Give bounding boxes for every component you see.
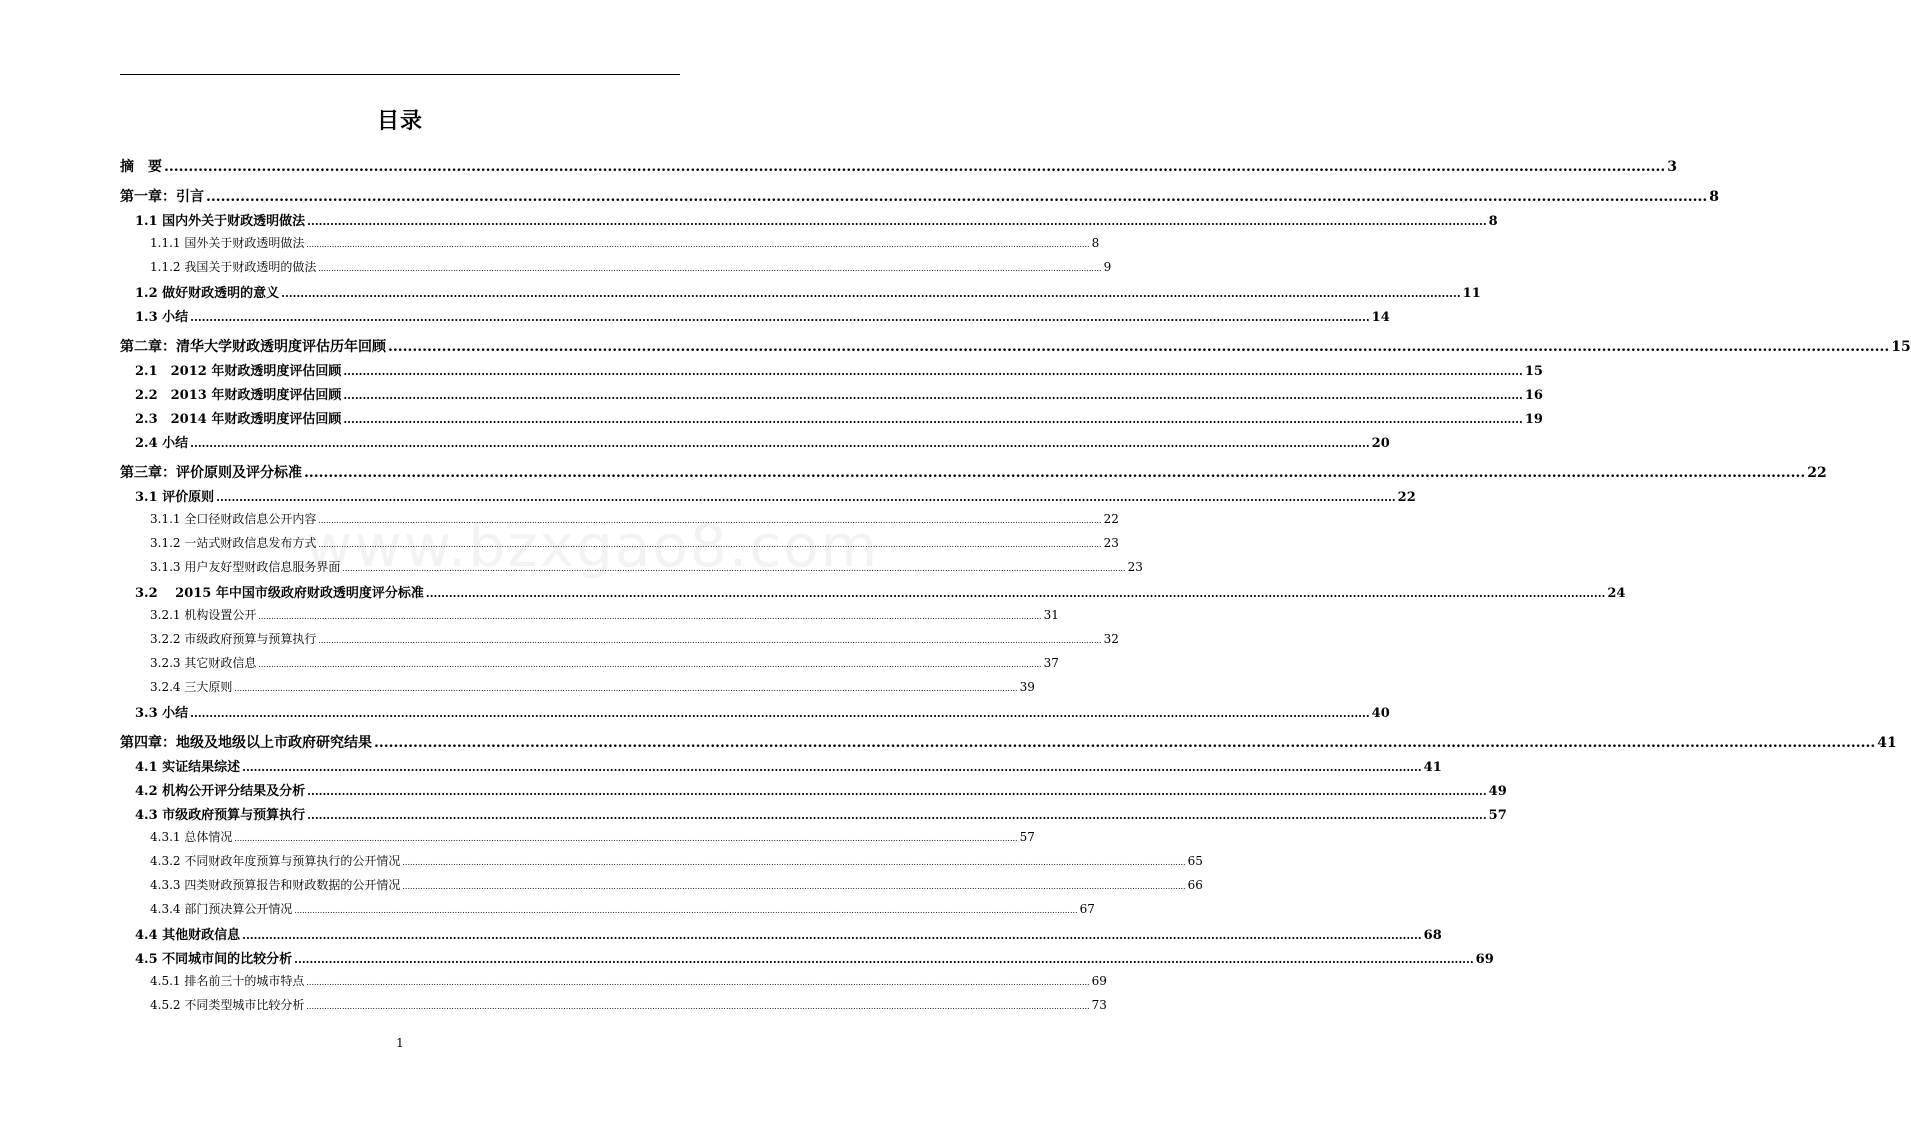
toc-entry-page: 67 (1079, 902, 1095, 916)
toc-dot-leader (206, 189, 1707, 205)
toc-entry[interactable] (120, 606, 1059, 630)
toc-entry-page: 9 (1103, 260, 1112, 274)
toc-entry[interactable] (120, 996, 1107, 1020)
toc-dot-leader (318, 264, 1101, 273)
toc-entry-label: 4.1 实证结果综述 (135, 760, 241, 775)
toc-entry[interactable] (120, 558, 1143, 582)
toc-entry-page: 57 (1488, 808, 1507, 823)
toc-dot-leader (402, 858, 1185, 867)
toc-entry-page: 40 (1371, 706, 1390, 721)
toc-entry-label: 3.2.1 机构设置公开 (150, 608, 257, 622)
toc-entry[interactable] (120, 780, 1507, 804)
toc-entry-label: 4.3 市级政府预算与预算执行 (135, 808, 306, 823)
toc-entry-page: 23 (1103, 536, 1119, 550)
toc-entry[interactable] (120, 828, 1035, 852)
toc-entry-page: 73 (1091, 998, 1107, 1012)
toc-entry[interactable] (120, 330, 1911, 360)
toc-entry[interactable] (120, 900, 1095, 924)
toc-entry-page: 3 (1667, 159, 1677, 175)
toc-entry[interactable] (120, 852, 1203, 876)
toc-entry-page: 22 (1103, 512, 1119, 526)
toc-dot-leader (402, 882, 1185, 891)
toc-dot-leader (242, 929, 1422, 942)
toc-dot-leader (343, 365, 1523, 378)
toc-entry[interactable] (120, 384, 1543, 408)
toc-dot-leader (242, 761, 1422, 774)
toc-entry-label: 4.2 机构公开评分结果及分析 (135, 784, 306, 799)
toc-entry-page: 31 (1043, 608, 1059, 622)
toc-dot-leader (318, 636, 1101, 645)
toc-entry-label: 1.1.1 国外关于财政透明做法 (150, 236, 305, 250)
toc-dot-leader (258, 660, 1041, 669)
toc-entry[interactable] (120, 654, 1059, 678)
toc-entry-page: 8 (1709, 189, 1719, 205)
toc-entry-label: 摘 要 (120, 159, 162, 175)
toc-entry[interactable] (120, 456, 1827, 486)
toc-dot-leader (318, 516, 1101, 525)
toc-dot-leader (306, 978, 1089, 987)
toc-entry[interactable] (120, 702, 1390, 726)
toc-entry[interactable] (120, 360, 1543, 384)
toc-dot-leader (343, 413, 1523, 426)
toc-entry-label: 第二章：清华大学财政透明度评估历年回顾 (120, 339, 386, 355)
toc-entry-label: 4.5.2 不同类型城市比较分析 (150, 998, 305, 1012)
toc-entry-page: 14 (1371, 310, 1390, 325)
toc-entry-label: 3.1.2 一站式财政信息发布方式 (150, 536, 317, 550)
toc-dot-leader (164, 159, 1665, 175)
toc-entry-label: 1.1.2 我国关于财政透明的做法 (150, 260, 317, 274)
toc-entry-page: 23 (1127, 560, 1143, 574)
toc-dot-leader (294, 953, 1474, 966)
toc-dot-leader (294, 906, 1077, 915)
toc-entry-page: 20 (1371, 436, 1390, 451)
toc-dot-leader (281, 287, 1461, 300)
toc-dot-leader (388, 339, 1889, 355)
toc-entry-page: 65 (1187, 854, 1203, 868)
toc-entry-page: 69 (1475, 952, 1494, 967)
toc-dot-leader (190, 437, 1370, 450)
toc-entry[interactable] (120, 972, 1107, 996)
toc-entry-label: 2.1 2012 年财政透明度评估回顾 (135, 364, 342, 379)
toc-dot-leader (374, 735, 1875, 751)
toc-entry-page: 15 (1524, 364, 1543, 379)
toc-entry-page: 49 (1488, 784, 1507, 799)
toc-entry[interactable] (120, 804, 1507, 828)
toc-entry-page: 66 (1187, 878, 1203, 892)
toc-entry-label: 3.2.2 市级政府预算与预算执行 (150, 632, 317, 646)
toc-entry-label: 1.1 国内外关于财政透明做法 (135, 214, 306, 229)
toc-entry-label: 3.1 评价原则 (135, 490, 215, 505)
toc-dot-leader (342, 564, 1125, 573)
toc-entry[interactable] (120, 678, 1035, 702)
toc-entry-label: 1.3 小结 (135, 310, 189, 325)
toc-entry-page: 39 (1019, 680, 1035, 694)
toc-dot-leader (306, 1002, 1089, 1011)
toc-entry-label: 4.3.2 不同财政年度预算与预算执行的公开情况 (150, 854, 401, 868)
toc-entry[interactable] (120, 306, 1390, 330)
toc-entry[interactable] (120, 432, 1390, 456)
toc-entry[interactable] (120, 510, 1119, 534)
toc-entry-label: 3.2.3 其它财政信息 (150, 656, 257, 670)
toc-entry-page: 68 (1423, 928, 1442, 943)
toc-entry[interactable] (120, 282, 1481, 306)
table-of-contents (120, 150, 1911, 1020)
toc-entry-page: 37 (1043, 656, 1059, 670)
toc-entry[interactable] (120, 258, 1112, 282)
toc-entry-label: 第四章：地级及地级以上市政府研究结果 (120, 735, 372, 751)
toc-entry-page: 15 (1891, 339, 1911, 355)
toc-entry[interactable] (120, 210, 1498, 234)
toc-entry-label: 4.4 其他财政信息 (135, 928, 241, 943)
toc-entry[interactable] (120, 876, 1203, 900)
toc-entry-label: 3.2 2015 年中国市级政府财政透明度评分标准 (135, 586, 424, 601)
toc-entry-page: 41 (1423, 760, 1442, 775)
toc-entry-label: 2.2 2013 年财政透明度评估回顾 (135, 388, 342, 403)
toc-entry[interactable] (120, 150, 1677, 180)
toc-entry-page: 8 (1488, 214, 1498, 229)
toc-entry[interactable] (120, 924, 1442, 948)
toc-entry-page: 22 (1807, 465, 1827, 481)
toc-dot-leader (258, 612, 1041, 621)
toc-entry-page: 19 (1524, 412, 1543, 427)
toc-entry-label: 3.1.1 全口径财政信息公开内容 (150, 512, 317, 526)
toc-entry-page: 22 (1397, 490, 1416, 505)
toc-entry-page: 11 (1462, 286, 1481, 301)
toc-entry-label: 4.3.3 四类财政预算报告和财政数据的公开情况 (150, 878, 401, 892)
toc-dot-leader (190, 707, 1370, 720)
toc-dot-leader (426, 587, 1606, 600)
toc-entry-page: 16 (1524, 388, 1543, 403)
toc-entry[interactable] (120, 582, 1626, 606)
toc-dot-leader (234, 834, 1017, 843)
watermark: www.bzxgao8.com (305, 512, 880, 580)
toc-entry-label: 4.3.4 部门预决算公开情况 (150, 902, 293, 916)
toc-dot-leader (318, 540, 1101, 549)
toc-dot-leader (304, 465, 1805, 481)
toc-entry-label: 4.5 不同城市间的比较分析 (135, 952, 293, 967)
header-rule (120, 74, 680, 75)
toc-entry-page: 41 (1877, 735, 1897, 751)
toc-entry-label: 3.2.4 三大原则 (150, 680, 233, 694)
toc-entry-label: 1.2 做好财政透明的意义 (135, 286, 280, 301)
toc-entry[interactable] (120, 180, 1719, 210)
toc-entry[interactable] (120, 948, 1494, 972)
toc-entry-label: 3.1.3 用户友好型财政信息服务界面 (150, 560, 341, 574)
page-number: 1 (396, 1036, 404, 1050)
toc-entry[interactable] (120, 756, 1442, 780)
toc-dot-leader (216, 491, 1396, 504)
toc-entry-label: 4.5.1 排名前三十的城市特点 (150, 974, 305, 988)
toc-entry[interactable] (120, 534, 1119, 558)
toc-dot-leader (307, 785, 1487, 798)
page-title: 目录 (376, 108, 423, 134)
toc-dot-leader (343, 389, 1523, 402)
toc-entry-page: 8 (1091, 236, 1100, 250)
toc-entry-page: 24 (1607, 586, 1626, 601)
toc-entry[interactable] (120, 486, 1416, 510)
toc-entry[interactable] (120, 408, 1543, 432)
toc-entry-page: 32 (1103, 632, 1119, 646)
toc-dot-leader (234, 684, 1017, 693)
toc-entry-label: 4.3.1 总体情况 (150, 830, 233, 844)
toc-entry-label: 2.4 小结 (135, 436, 189, 451)
toc-entry-label: 3.3 小结 (135, 706, 189, 721)
toc-entry-label: 第三章：评价原则及评分标准 (120, 465, 302, 481)
toc-dot-leader (190, 311, 1370, 324)
toc-entry-page: 69 (1091, 974, 1107, 988)
toc-entry-label: 2.3 2014 年财政透明度评估回顾 (135, 412, 342, 427)
toc-entry[interactable] (120, 726, 1897, 756)
toc-entry-label: 第一章：引言 (120, 189, 204, 205)
toc-entry-page: 57 (1019, 830, 1035, 844)
toc-dot-leader (307, 809, 1487, 822)
toc-dot-leader (306, 240, 1089, 249)
toc-entry[interactable] (120, 630, 1119, 654)
toc-dot-leader (307, 215, 1487, 228)
toc-entry[interactable] (120, 234, 1100, 258)
